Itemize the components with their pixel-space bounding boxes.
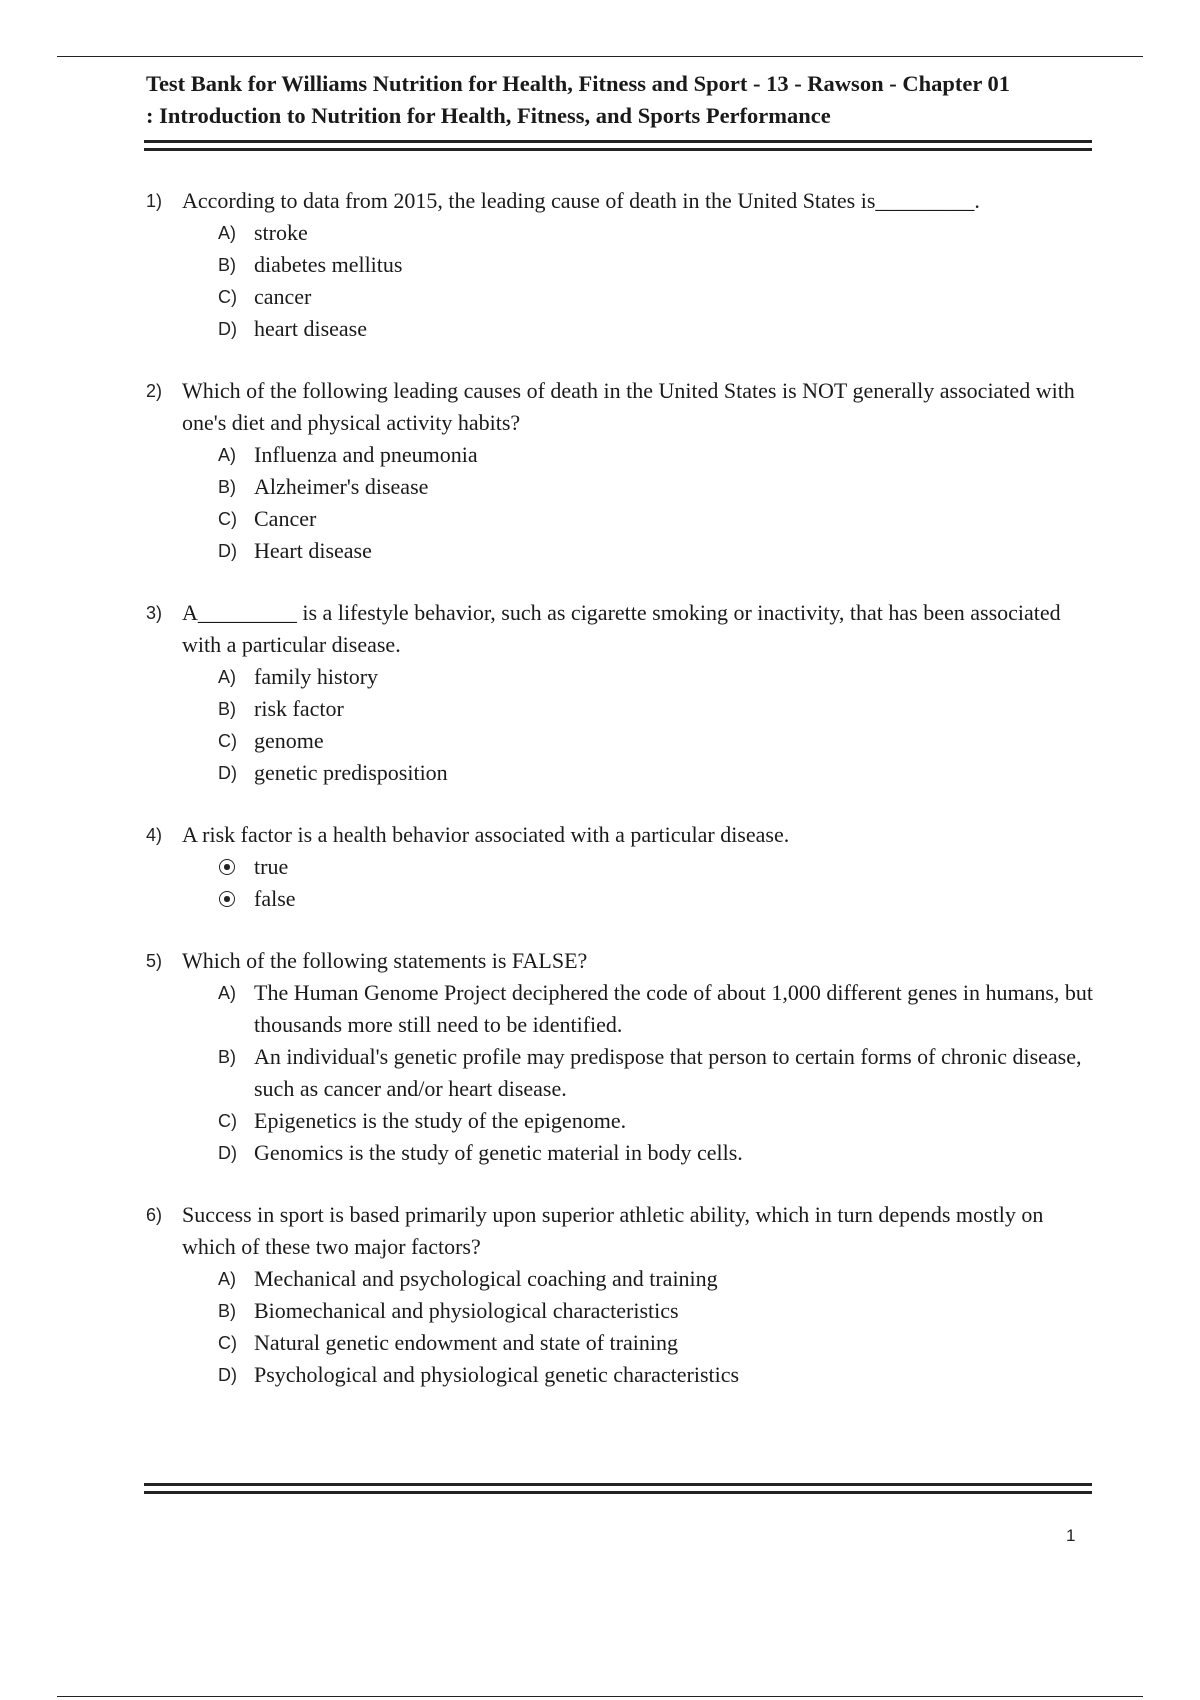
choice-text: true	[254, 854, 289, 879]
question-number: 1)	[146, 191, 163, 211]
option-a[interactable]	[218, 217, 1096, 249]
option-text: Heart disease	[254, 538, 372, 563]
option-text: diabetes mellitus	[254, 252, 403, 277]
bottom-page-rule	[57, 1696, 1143, 1697]
option-c[interactable]	[218, 1327, 1096, 1359]
top-page-rule	[57, 56, 1143, 57]
option-letter: A)	[218, 223, 236, 243]
question-stem	[146, 945, 1096, 977]
option-letter: B)	[218, 477, 236, 497]
option-text: Natural genetic endowment and state of training	[254, 1330, 678, 1355]
document-title	[146, 68, 1086, 132]
question-number: 5)	[146, 951, 163, 971]
choice-true[interactable]	[218, 851, 1096, 883]
question-text: Which of the following leading causes of death in the United States is NOT generally associated with one's diet and physical activity habits?	[182, 378, 1075, 435]
question-6	[146, 1199, 1096, 1391]
option-list	[218, 217, 1096, 345]
choice-false[interactable]	[218, 883, 1096, 915]
option-letter: D)	[218, 1365, 237, 1385]
question-stem	[146, 597, 1096, 661]
question-1	[146, 185, 1096, 345]
option-text: genetic predisposition	[254, 760, 448, 785]
option-text: Epigenetics is the study of the epigenome.	[254, 1108, 627, 1133]
option-text: heart disease	[254, 316, 367, 341]
option-a[interactable]	[218, 661, 1096, 693]
header-double-rule	[144, 140, 1092, 151]
title-line-2: : Introduction to Nutrition for Health, Fitness, and Sports Performance	[146, 103, 831, 128]
option-text: Influenza and pneumonia	[254, 442, 478, 467]
question-text: Success in sport is based primarily upon superior athletic ability, which in turn depends mostly on which of these two major factors?	[182, 1202, 1044, 1259]
option-letter: C)	[218, 287, 237, 307]
question-number: 4)	[146, 825, 163, 845]
question-stem	[146, 185, 1096, 217]
option-letter: A)	[218, 983, 236, 1003]
option-letter: D)	[218, 1143, 237, 1163]
radio-icon[interactable]	[218, 883, 254, 915]
choice-list	[218, 851, 1096, 915]
option-b[interactable]	[218, 693, 1096, 725]
option-a[interactable]	[218, 977, 1096, 1041]
option-c[interactable]	[218, 281, 1096, 313]
option-text: genome	[254, 728, 324, 753]
option-list	[218, 661, 1096, 789]
option-c[interactable]	[218, 725, 1096, 757]
option-letter: A)	[218, 1269, 236, 1289]
question-5	[146, 945, 1096, 1169]
option-text: The Human Genome Project deciphered the code of about 1,000 different genes in humans, but thousands more still need to be identified.	[254, 980, 1094, 1037]
option-text: risk factor	[254, 696, 344, 721]
option-c[interactable]	[218, 503, 1096, 535]
option-text: Mechanical and psychological coaching and training	[254, 1266, 718, 1291]
option-b[interactable]	[218, 249, 1096, 281]
option-letter: D)	[218, 763, 237, 783]
option-letter: C)	[218, 1111, 237, 1131]
option-text: Alzheimer's disease	[254, 474, 429, 499]
question-text: According to data from 2015, the leading cause of death in the United States is_________.	[182, 188, 980, 213]
question-stem	[146, 375, 1096, 439]
question-text: A risk factor is a health behavior associated with a particular disease.	[182, 822, 790, 847]
option-d[interactable]	[218, 313, 1096, 345]
question-stem	[146, 1199, 1096, 1263]
option-b[interactable]	[218, 1041, 1096, 1105]
option-letter: C)	[218, 1333, 237, 1353]
option-list	[218, 1263, 1096, 1391]
option-list	[218, 439, 1096, 567]
question-number: 2)	[146, 381, 163, 401]
option-letter: C)	[218, 509, 237, 529]
option-text: An individual's genetic profile may predispose that person to certain forms of chronic disease, such as cancer and/or heart disease.	[254, 1044, 1082, 1101]
choice-text: false	[254, 886, 296, 911]
option-letter: D)	[218, 319, 237, 339]
option-a[interactable]	[218, 439, 1096, 471]
title-line-1: Test Bank for Williams Nutrition for Health, Fitness and Sport - 13 - Rawson - Chapter 01	[146, 71, 1011, 96]
radio-icon[interactable]	[218, 851, 254, 883]
question-4	[146, 819, 1096, 915]
option-letter: B)	[218, 255, 236, 275]
question-3	[146, 597, 1096, 789]
option-text: Biomechanical and physiological characteristics	[254, 1298, 679, 1323]
option-letter: B)	[218, 1301, 236, 1321]
page-number: 1	[1066, 1526, 1076, 1545]
footer-double-rule	[144, 1483, 1092, 1494]
option-letter: A)	[218, 667, 236, 687]
option-d[interactable]	[218, 757, 1096, 789]
option-letter: A)	[218, 445, 236, 465]
question-2	[146, 375, 1096, 567]
option-a[interactable]	[218, 1263, 1096, 1295]
option-letter: C)	[218, 731, 237, 751]
question-number: 6)	[146, 1205, 163, 1225]
option-letter: B)	[218, 699, 236, 719]
option-d[interactable]	[218, 535, 1096, 567]
option-list	[218, 977, 1096, 1169]
option-c[interactable]	[218, 1105, 1096, 1137]
option-text: cancer	[254, 284, 312, 309]
question-text: A_________ is a lifestyle behavior, such as cigarette smoking or inactivity, that has been associated with a particular disease.	[182, 600, 1061, 657]
option-text: Cancer	[254, 506, 317, 531]
question-list	[146, 185, 1096, 1421]
option-d[interactable]	[218, 1137, 1096, 1169]
option-letter: B)	[218, 1047, 236, 1067]
option-d[interactable]	[218, 1359, 1096, 1391]
question-text: Which of the following statements is FALSE?	[182, 948, 588, 973]
option-b[interactable]	[218, 471, 1096, 503]
option-text: family history	[254, 664, 379, 689]
option-text: Psychological and physiological genetic characteristics	[254, 1362, 740, 1387]
option-b[interactable]	[218, 1295, 1096, 1327]
question-number: 3)	[146, 603, 163, 623]
option-text: Genomics is the study of genetic material in body cells.	[254, 1140, 743, 1165]
option-text: stroke	[254, 220, 308, 245]
question-stem	[146, 819, 1096, 851]
option-letter: D)	[218, 541, 237, 561]
